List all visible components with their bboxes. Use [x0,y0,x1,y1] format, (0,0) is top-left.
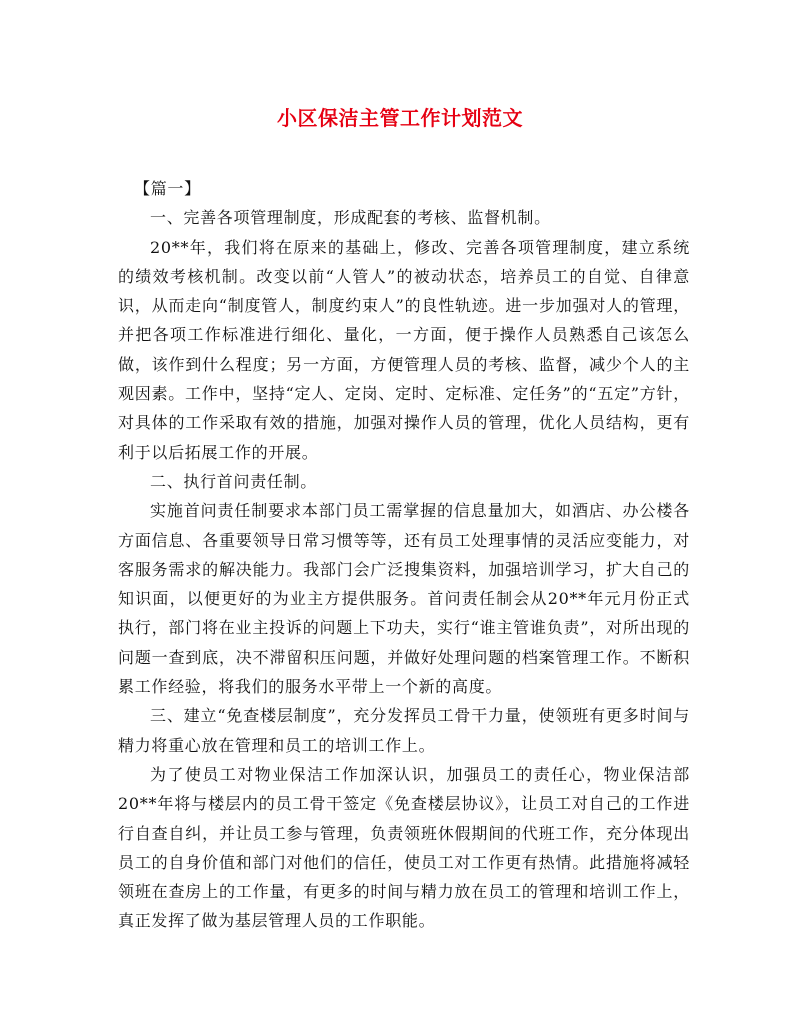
paragraph-2: 实施首问责任制要求本部门员工需掌握的信息量加大，如酒店、办公楼各方面信息、各重要领导日常习惯等等，还有员工处理事情的灵活应变能力，对客服务需求的解决能力。我部门会广泛搜集资料，加强培训学习，扩大自己的知识面，以便更好的为业主方提供服务。首问责任制会从20**年元月份正式执行，部门将在业主投诉的问题上下功夫，实行“谁主管谁负责”，对所出现的问题一查到底，决不滞留积压问题，并做好处理问题的档案管理工作。不断积累工作经验，将我们的服务水平带上一个新的高度。 [118,501,690,697]
section-tag: 【篇一】 [134,179,201,198]
heading-3: 三、建立“免查楼层制度”，充分发挥员工骨干力量，使领班有更多时间与精力将重心放在管理和员工的培训工作上。 [118,706,690,755]
heading-1: 一、完善各项管理制度，形成配套的考核、监督机制。 [150,208,551,228]
paragraph-1: 20**年，我们将在原来的基础上，修改、完善各项管理制度，建立系统的绩效考核机制。改变以前“人管人”的被动状态，培养员工的自觉、自律意识，从而走向“制度管人，制度约束人”的良性轨迹。进一步加强对人的管理，并把各项工作标准进行细化、量化，一方面，便于操作人员熟悉自己该怎么做，该作到什么程度；另一方面，方便管理人员的考核、监督，减少个人的主观因素。工作中，坚持“定人、定岗、定时、定标准、定任务”的“五定”方针，对具体的工作采取有效的措施，加强对操作人员的管理，优化人员结构，更有利于以后拓展工作的开展。 [118,237,690,462]
document-body [118,174,690,936]
heading-2: 二、执行首问责任制。 [150,471,318,491]
document-title: 小区保洁主管工作计划范文 [277,106,523,130]
paragraph-3: 为了使员工对物业保洁工作加深认识，加强员工的责任心，物业保洁部20**年将与楼层内的员工骨干签定《免查楼层协议》，让员工对自己的工作进行自查自纠，并让员工参与管理，负责领班休假期间的代班工作，充分体现出员工的自身价值和部门对他们的信任，使员工对工作更有热情。此措施将减轻领班在查房上的工作量，有更多的时间与精力放在员工的管理和培训工作上，真正发挥了做为基层管理人员的工作职能。 [118,764,690,931]
